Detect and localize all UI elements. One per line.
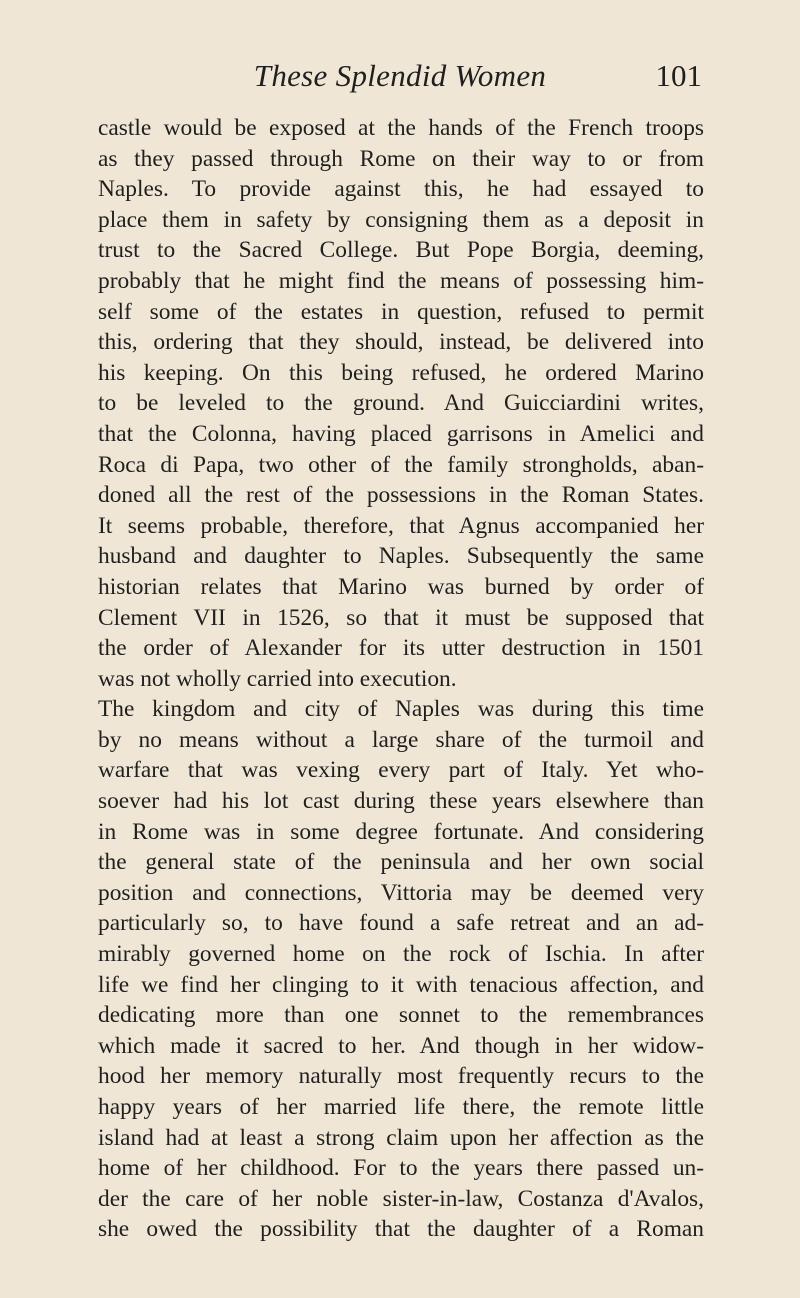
text-line: der the care of her noble sister-in-law, Costanza d'Avalos, [98,1185,704,1212]
text-line: particularly so, to have found a safe retreat and an ad- [98,910,704,937]
text-line: life we find her clinging to it with tenacious affection, and [98,971,704,998]
text-line: by no means without a large share of the turmoil and [98,726,704,753]
text-line: trust to the Sacred College. But Pope Borgia, deeming, [98,237,704,264]
text-line: dedicating more than one sonnet to the remembrances [98,1002,704,1029]
text-line: happy years of her married life there, the remote little [98,1094,704,1120]
text-line: Clement VII in 1526, so that it must be supposed that [98,604,704,631]
text-line: this, ordering that they should, instead, be delivered into [98,329,704,356]
text-line: castle would be exposed at the hands of the French troops [98,115,704,141]
text-line: the order of Alexander for its utter destruction in 1501 [98,635,704,662]
running-title: These Splendid Women [253,58,547,93]
text-line: in Rome was in some degree fortunate. And considering [98,818,704,845]
text-line: historian relates that Marino was burned by order of [98,573,704,600]
text-line: that the Colonna, having placed garrisons in Amelici and [98,420,704,447]
text-line: position and connections, Vittoria may be deemed very [98,879,704,906]
text-line: his keeping. On this being refused, he ordered Marino [98,359,704,386]
text-line: hood her memory naturally most frequently recurs to the [98,1063,704,1090]
text-line: island had at least a strong claim upon her affection as the [98,1124,704,1151]
text-line: soever had his lot cast during these years elsewhere than [98,788,704,815]
text-line: which made it sacred to her. And though in her widow- [98,1032,704,1059]
body-text [98,113,704,1245]
text-line: was not wholly carried into execution. [98,665,457,692]
text-line: to be leveled to the ground. And Guicciardini writes, [98,390,704,417]
text-line: Roca di Papa, two other of the family strongholds, aban- [98,451,704,478]
text-line: as they passed through Rome on their way to or from [98,145,704,172]
page-number: 101 [655,58,702,93]
page-header [0,54,800,98]
text-line: doned all the rest of the possessions in the Roman States. [98,482,704,509]
text-line: probably that he might find the means of possessing him- [98,267,704,294]
text-line: warfare that was vexing every part of Italy. Yet who- [98,757,704,784]
text-line: she owed the possibility that the daughter of a Roman [98,1216,704,1243]
text-line: husband and daughter to Naples. Subsequently the same [98,543,704,570]
text-line: Naples. To provide against this, he had essayed to [98,176,704,203]
text-line: mirably governed home on the rock of Ischia. In after [98,941,704,968]
text-line: place them in safety by consigning them as a deposit in [98,206,704,233]
text-line: self some of the estates in question, refused to permit [98,298,704,325]
text-line: It seems probable, therefore, that Agnus accompanied her [98,512,704,539]
text-line: the general state of the peninsula and her own social [98,849,704,876]
text-line: The kingdom and city of Naples was during this time [98,696,704,723]
text-line: home of her childhood. For to the years there passed un- [98,1155,704,1182]
